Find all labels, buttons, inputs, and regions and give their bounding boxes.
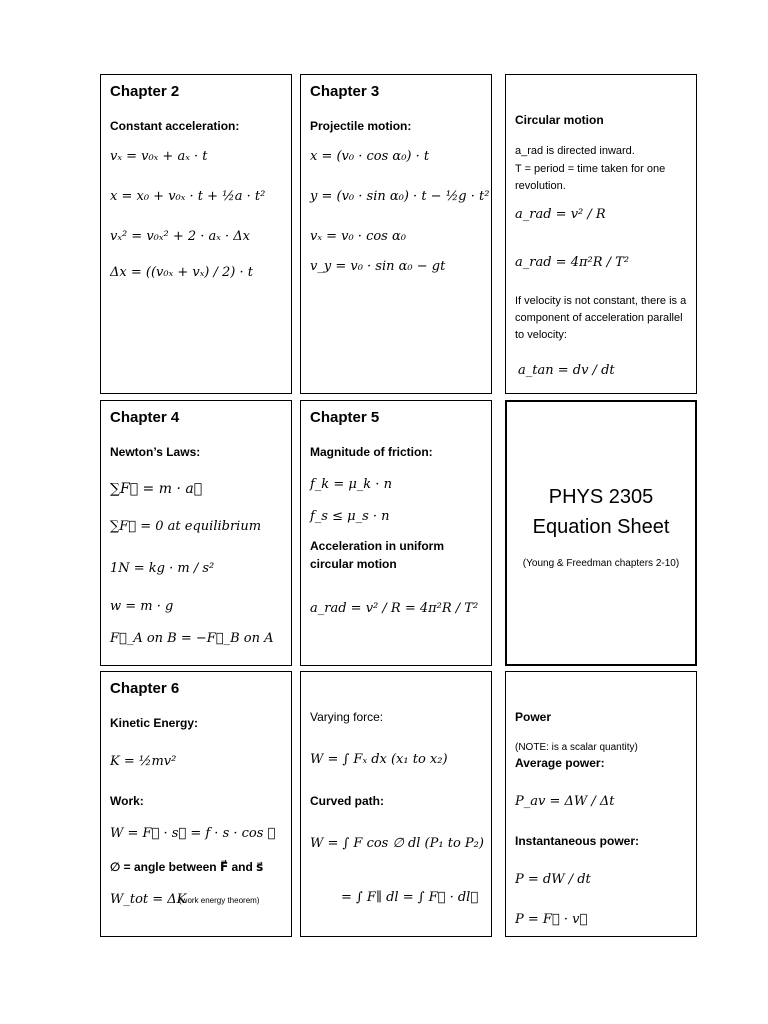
- eq-arad-1: a_rad = v² / R: [515, 207, 606, 222]
- power-note: (NOTE: is a scalar quantity): [515, 742, 638, 753]
- average-power-label: Average power:: [515, 756, 605, 770]
- course-code: PHYS 2305: [548, 486, 654, 508]
- work-label: Work:: [110, 794, 144, 808]
- eq-inst-power: P = dW / dt: [515, 872, 591, 887]
- circ-text-1: a_rad is directed inward.: [515, 145, 635, 157]
- newtons-laws-label: Newton’s Laws:: [110, 445, 201, 459]
- uniform-circular-label: Acceleration in uniform circular motion: [310, 539, 445, 571]
- chapter-2-title: Chapter 2: [110, 83, 180, 100]
- projectile-motion-label: Projectile motion:: [310, 119, 412, 133]
- chapter-3-card: [300, 74, 492, 394]
- eq-work-energy: W_tot = ΔK: [110, 892, 187, 907]
- eq-newton-unit: 1N = kg · m / s²: [110, 561, 215, 576]
- varying-force-card: [300, 671, 492, 937]
- constant-acceleration-label: Constant acceleration:: [110, 119, 240, 133]
- sheet-title: Equation Sheet: [532, 516, 670, 538]
- chapter-5-card: [300, 400, 492, 666]
- eq-third-law: F⃗_A on B = −F⃗_B on A: [110, 631, 274, 646]
- eq-work: W = F⃗ · s⃗ = f · s · cos ∅: [110, 826, 276, 841]
- eq-proj-vy: v_y = v₀ · sin α₀ − gt: [310, 259, 446, 274]
- kinetic-energy-label: Kinetic Energy:: [110, 716, 199, 730]
- instantaneous-power-label: Instantaneous power:: [515, 834, 640, 848]
- eq-proj-y: y = (v₀ · sin α₀) · t − ½g · t²: [310, 189, 490, 204]
- eq-equilibrium: ∑F⃗ = 0 at equilibrium: [110, 519, 262, 534]
- chapter-3-title: Chapter 3: [310, 83, 380, 100]
- eq-proj-x: x = (v₀ · cos α₀) · t: [310, 149, 430, 164]
- varying-force-label: Varying force:: [310, 710, 384, 724]
- eq-vx2: vₓ² = v₀ₓ² + 2 · aₓ · Δx: [110, 229, 251, 244]
- eq-proj-vx: vₓ = v₀ · cos α₀: [310, 229, 406, 244]
- eq-curved-path-2: = ∫ F∥ dl = ∫ F⃗ · dl⃗: [341, 890, 479, 905]
- circ-text-3: If velocity is not constant, there is a component of acceleration parallel to velocity:: [515, 295, 687, 341]
- friction-label: Magnitude of friction:: [310, 445, 433, 459]
- eq-avg-power: P_av = ΔW / Δt: [515, 794, 615, 809]
- power-title: Power: [515, 710, 552, 724]
- curved-path-label: Curved path:: [310, 794, 385, 808]
- eq-weight: w = m · g: [110, 599, 174, 614]
- eq-fs: f_s ≤ μ_s · n: [310, 509, 390, 524]
- eq-x: x = x₀ + v₀ₓ · t + ½a · t²: [110, 189, 266, 204]
- chapter-2-card: [100, 74, 292, 394]
- eq-vx: vₓ = v₀ₓ + aₓ · t: [110, 149, 208, 164]
- circ-text-2: T = period = time taken for one revolution.: [515, 163, 666, 192]
- title-card: [505, 400, 697, 666]
- eq-angle: ∅ = angle between F⃗ and s⃗: [110, 860, 264, 874]
- chapter-6-card: [100, 671, 292, 937]
- eq-work-integral: W = ∫ Fₓ dx (x₁ to x₂): [310, 752, 448, 767]
- chapter-4-title: Chapter 4: [110, 409, 180, 426]
- eq-arad-2: a_rad = 4π²R / T²: [515, 255, 630, 270]
- eq-fk: f_k = μ_k · n: [310, 477, 392, 492]
- eq-sum-f: ∑F⃗ = m · a⃗: [110, 481, 203, 497]
- eq-dx: Δx = ((v₀ₓ + vₓ) / 2) · t: [110, 265, 253, 280]
- eq-kinetic: K = ½mv²: [110, 754, 177, 769]
- eq-arad-ch5: a_rad = v² / R = 4π²R / T²: [310, 601, 479, 616]
- chapter-5-title: Chapter 5: [310, 409, 380, 426]
- eq-power-dot: P = F⃗ · v⃗: [515, 912, 588, 927]
- power-card: [505, 671, 697, 937]
- source-note: (Young & Freedman chapters 2-10): [522, 558, 680, 569]
- chapter-4-card: [100, 400, 292, 666]
- work-energy-note: (work energy theorem): [179, 896, 260, 905]
- circular-motion-card: [505, 74, 697, 394]
- eq-curved-path: W = ∫ F cos ∅ dl (P₁ to P₂): [310, 836, 484, 851]
- chapter-6-title: Chapter 6: [110, 680, 180, 697]
- circular-motion-title: Circular motion: [515, 113, 604, 127]
- eq-atan: a_tan = dv / dt: [518, 363, 615, 378]
